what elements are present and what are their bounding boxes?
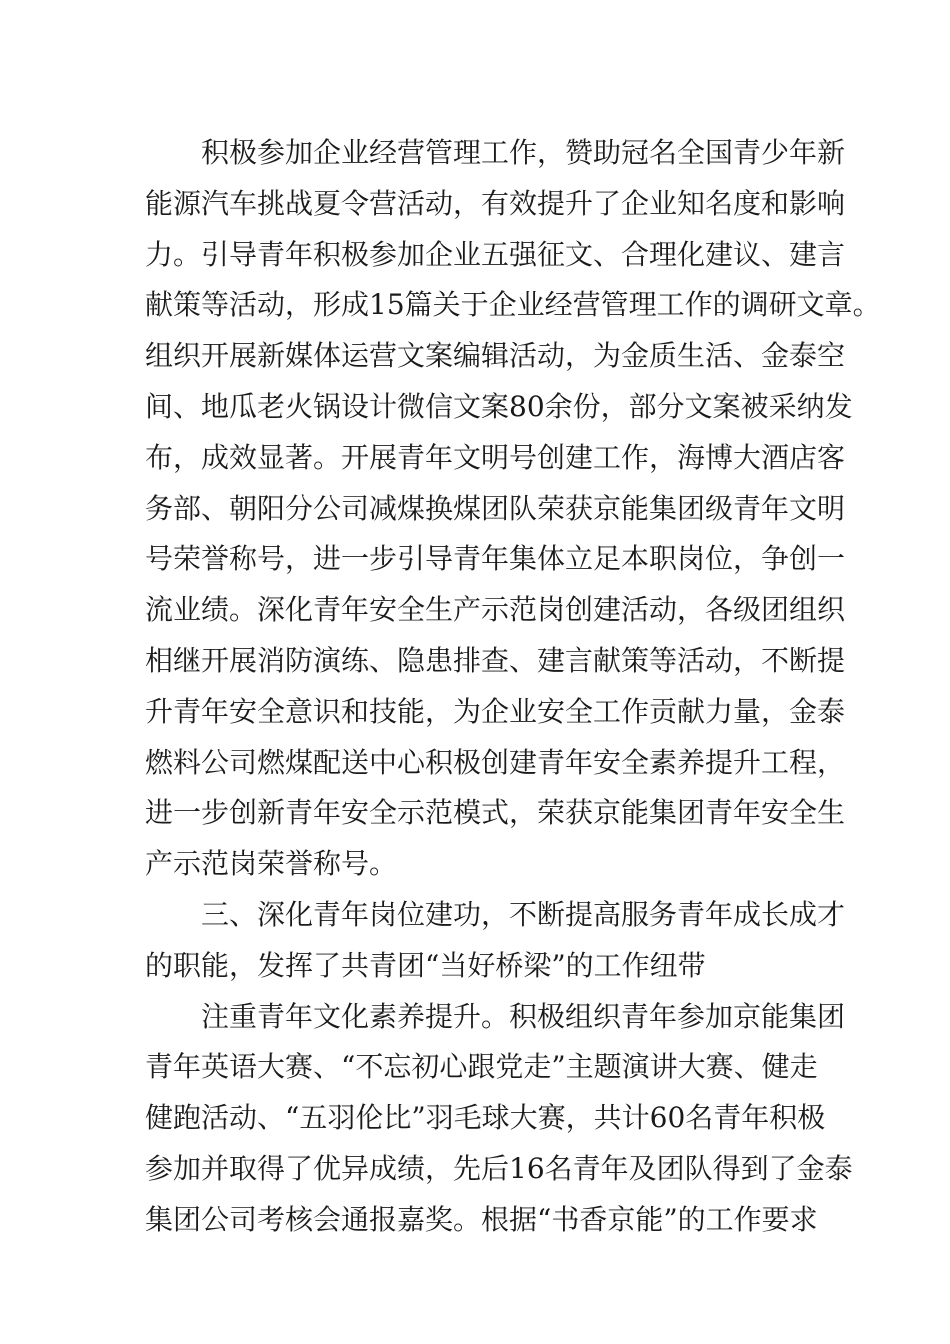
paragraph-line: 间、地瓜老火锅设计微信文案80余份，部分文案被采纳发: [145, 389, 853, 423]
paragraph-line: 积极参加企业经营管理工作，赞助冠名全国青少年新: [201, 136, 846, 169]
paragraph-line: 产示范岗荣誉称号。: [145, 847, 398, 881]
paragraph-line: 力。引导青年积极参加企业五强征文、合理化建议、建言: [145, 237, 846, 271]
section-heading-line: 的职能，发挥了共青团“当好桥梁”的工作纽带: [145, 948, 706, 982]
paragraph-line: 参加并取得了优异成绩，先后16名青年及团队得到了金泰: [145, 1151, 853, 1185]
paragraph-line: 流业绩。深化青年安全生产示范岗创建活动，各级团组织: [145, 593, 846, 627]
paragraph-line: 相继开展消防演练、隐患排查、建言献策等活动，不断提: [145, 643, 846, 677]
paragraph-line: 升青年安全意识和技能，为企业安全工作贡献力量，金泰: [145, 694, 846, 728]
paragraph-line: 务部、朝阳分公司减煤换煤团队荣获京能集团级青年文明: [145, 491, 846, 525]
paragraph-line: 燃料公司燃煤配送中心积极创建青年安全素养提升工程，: [145, 745, 846, 779]
paragraph-line: 能源汽车挑战夏令营活动，有效提升了企业知名度和影响: [145, 186, 846, 220]
document-body: [145, 128, 881, 1246]
paragraph-line: 布，成效显著。开展青年文明号创建工作，海博大酒店客: [145, 440, 846, 474]
paragraph-line: 注重青年文化素养提升。积极组织青年参加京能集团: [201, 999, 846, 1033]
paragraph-line: 献策等活动，形成15篇关于企业经营管理工作的调研文章。: [145, 288, 881, 322]
paragraph-line: 组织开展新媒体运营文案编辑活动，为金质生活、金泰空: [145, 339, 846, 373]
paragraph-line: 青年英语大赛、“不忘初心跟党走”主题演讲大赛、健走: [145, 1050, 818, 1084]
paragraph-line: 号荣誉称号，进一步引导青年集体立足本职岗位，争创一: [145, 542, 846, 576]
section-heading-line: 三、深化青年岗位建功，不断提高服务青年成长成才: [201, 897, 846, 931]
paragraph-line: 集团公司考核会通报嘉奖。根据“书香京能”的工作要求: [145, 1202, 818, 1236]
paragraph-line: 进一步创新青年安全示范模式，荣获京能集团青年安全生: [145, 796, 846, 830]
paragraph-line: 健跑活动、“五羽伦比”羽毛球大赛，共计60名青年积极: [145, 1101, 826, 1135]
